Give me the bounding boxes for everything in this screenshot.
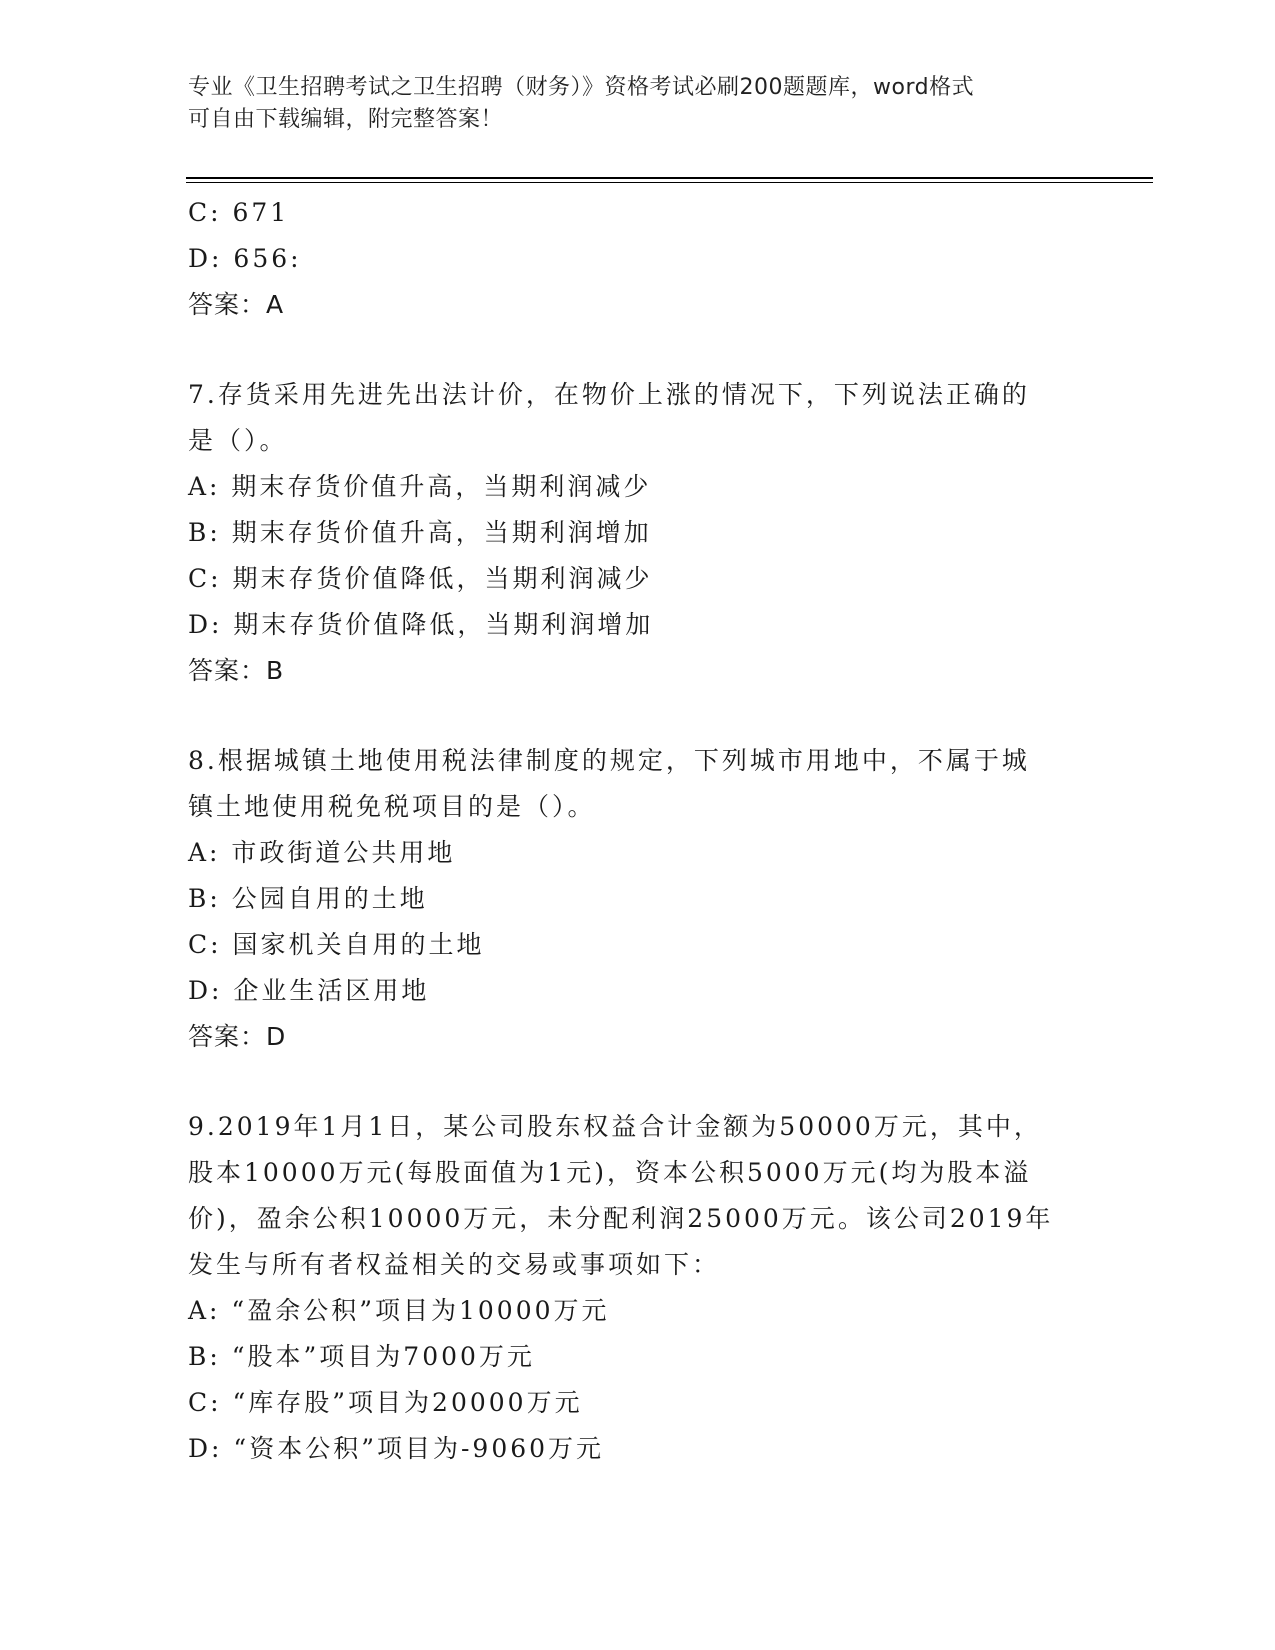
spacer [188,1060,1068,1104]
q9-option-b: B: “股本”项目为7000万元 [188,1342,535,1371]
q8-stem-1: 8.根据城镇土地使用税法律制度的规定，下列城市用地中，不属于城 [188,746,1030,775]
question-6 [188,190,1068,328]
q9-stem-3: 价)，盈余公积10000万元，未分配利润25000万元。该公司2019年 [188,1204,1054,1233]
q8-option-a: A: 市政街道公共用地 [188,838,456,867]
q7-stem-2: 是（）。 [188,426,288,455]
q9-option-c: C: “库存股”项目为20000万元 [188,1388,583,1417]
q9-option-a: A: “盈余公积”项目为10000万元 [188,1296,610,1325]
spacer [188,694,1068,738]
q7-option-b: B: 期末存货价值升高，当期利润增加 [188,518,652,547]
q9-option-d: D: “资本公积”项目为-9060万元 [188,1434,605,1463]
q6-answer: 答案：A [188,290,285,319]
header-line-2: 可自由下载编辑，附完整答案！ [188,107,504,132]
q8-option-b: B: 公园自用的土地 [188,884,428,913]
q9-stem-2: 股本10000万元(每股面值为1元)，资本公积5000万元(均为股本溢 [188,1158,1032,1187]
spacer [188,328,1068,372]
q6-option-d: D: 656: [188,244,302,273]
question-list [188,190,1068,1472]
q8-stem-2: 镇土地使用税免税项目的是（）。 [188,792,596,821]
question-8 [188,738,1068,1060]
q7-option-d: D: 期末存货价值降低，当期利润增加 [188,610,654,639]
header-rule-thin [186,182,1153,183]
q7-option-c: C: 期末存货价值降低，当期利润减少 [188,564,653,593]
q7-option-a: A: 期末存货价值升高，当期利润减少 [188,472,652,501]
question-7 [188,372,1068,694]
header-line-1: 专业《卫生招聘考试之卫生招聘（财务）》资格考试必刷200题题库，word格式 [188,75,975,100]
document-header [188,72,1068,136]
q7-answer: 答案：B [188,656,285,685]
q8-answer: 答案：D [188,1022,287,1051]
q8-option-c: C: 国家机关自用的土地 [188,930,485,959]
question-9 [188,1104,1068,1472]
q8-option-d: D: 企业生活区用地 [188,976,430,1005]
header-rule-thick [186,177,1153,179]
q7-stem-1: 7.存货采用先进先出法计价，在物价上涨的情况下，下列说法正确的 [188,380,1030,409]
q9-stem-1: 9.2019年1月1日，某公司股东权益合计金额为50000万元，其中， [188,1112,1042,1141]
q6-option-c: C: 671 [188,198,290,227]
q9-stem-4: 发生与所有者权益相关的交易或事项如下： [188,1250,721,1279]
